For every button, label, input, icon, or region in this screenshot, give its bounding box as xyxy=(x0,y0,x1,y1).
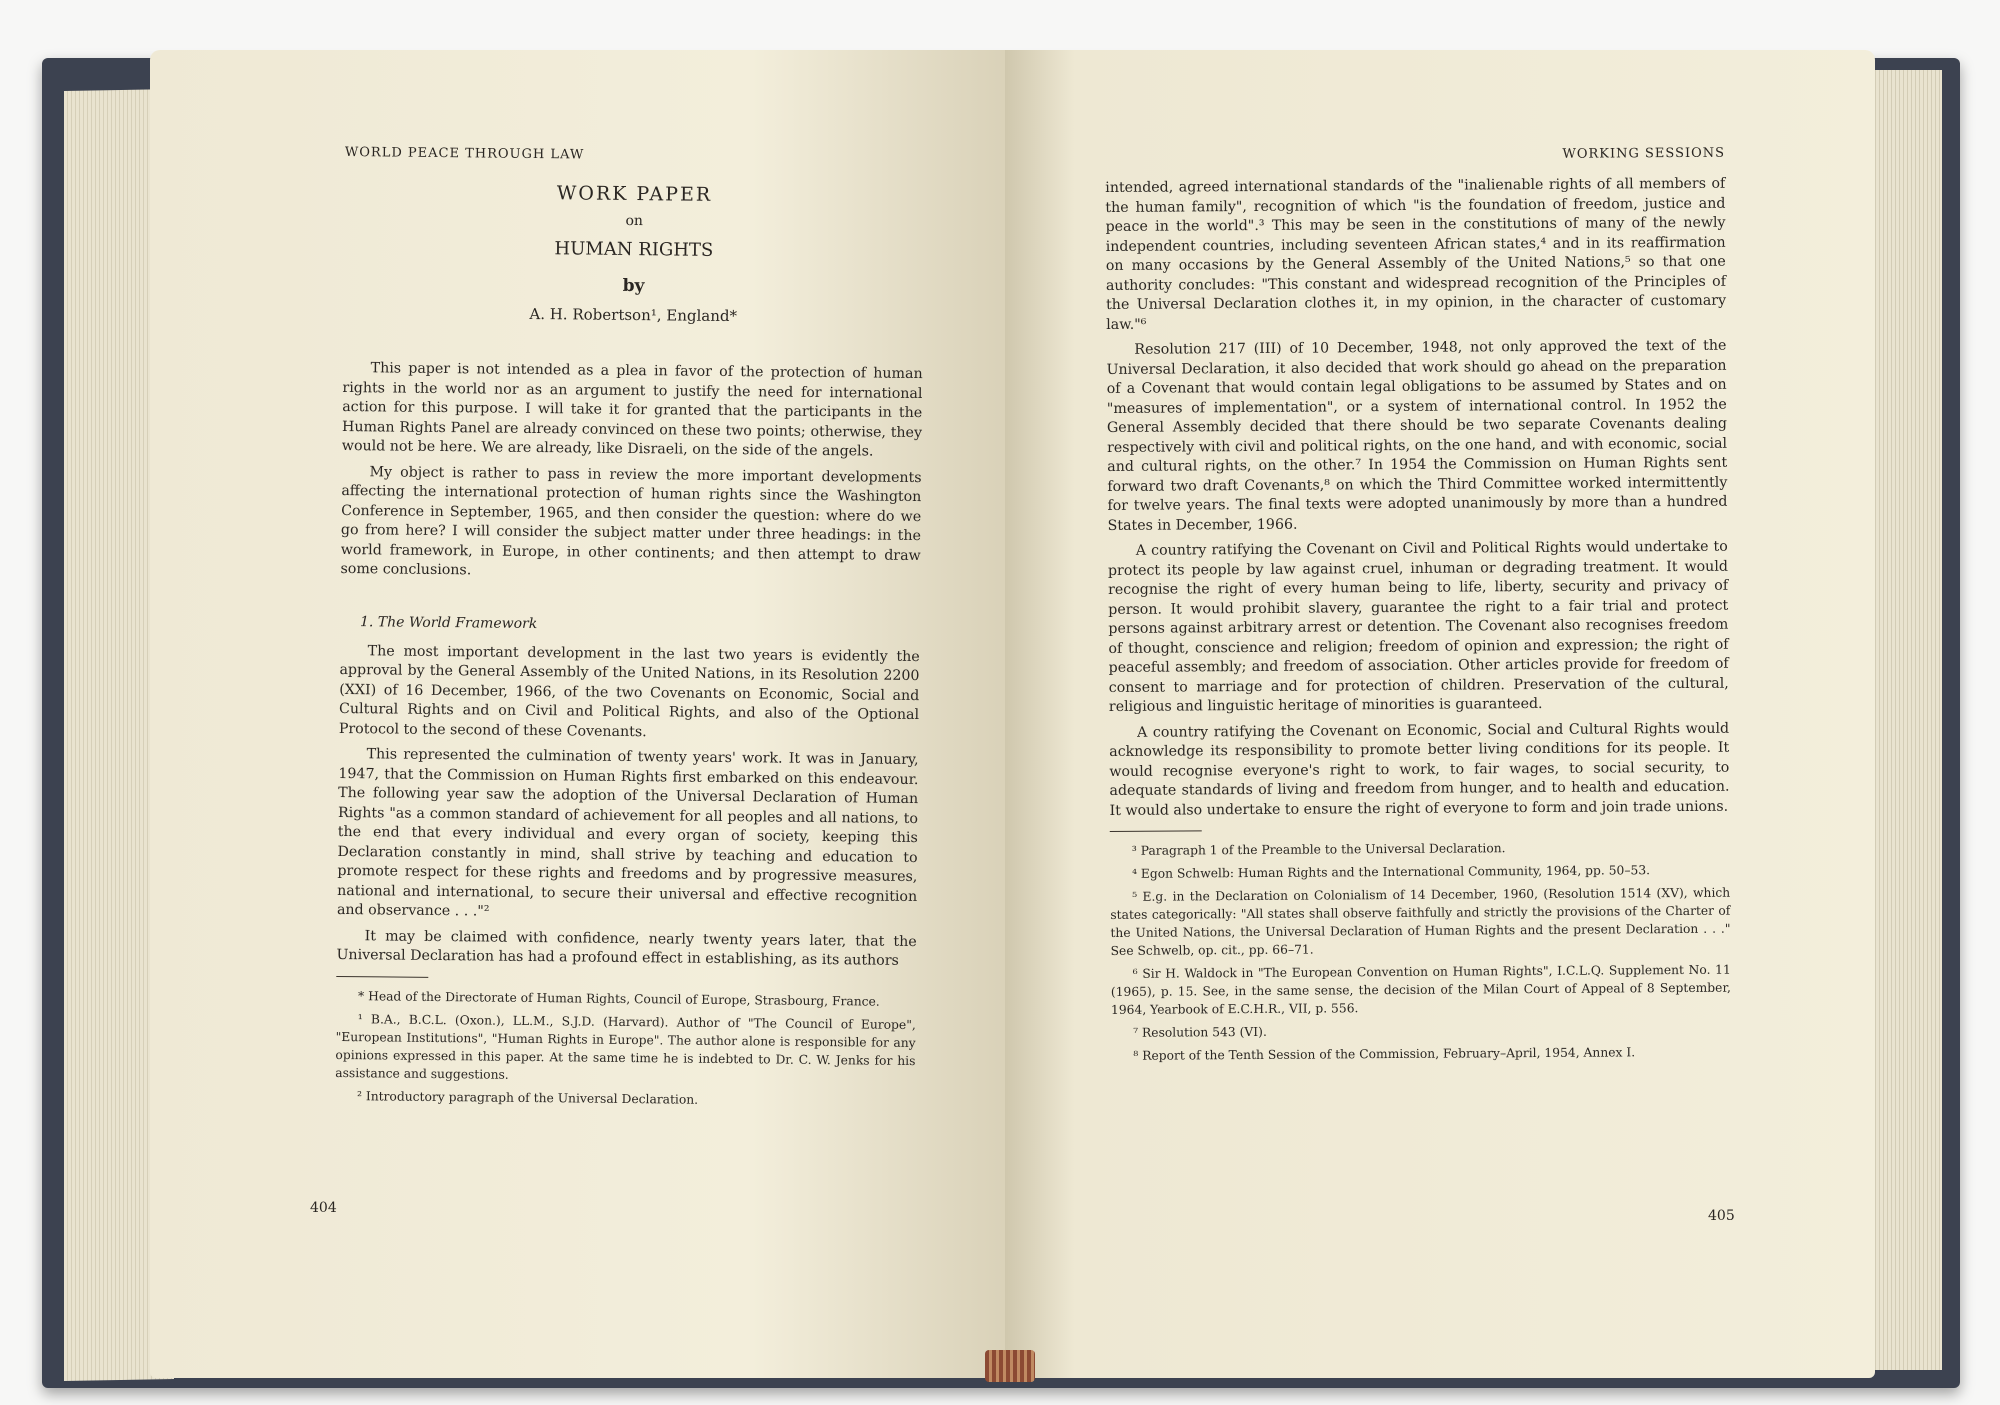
running-head-left: WORLD PEACE THROUGH LAW xyxy=(344,145,585,163)
page-number-left: 404 xyxy=(310,1200,337,1216)
footnote-right-6: ⁶ Sir H. Waldock in "The European Convention on Human Rights", I.C.L.Q. Supplement No. 11 (1965), p. 15. See, in the same sense, the decision of the Milan Court of Appeal of 8 September, 1964, Yearbook of E.C.H.R., VII, p. 556. xyxy=(1110,962,1731,1017)
running-head-right: WORKING SESSIONS xyxy=(1562,145,1726,162)
author-line: A. H. Robertson¹, England* xyxy=(529,304,738,326)
spine-headband xyxy=(985,1350,1035,1382)
footnote-right-7: ⁷ Resolution 543 (VI). xyxy=(1133,1024,1267,1040)
intro-paragraph-2: My object is rather to pass in review the more important developments affecting the international protection of human rights since the Washington Conference in September, 1965, and then consider the question: where do we go from here? I will consider the subject matter under three headings: in the world framework, in Europe, in other continents; and then attempt to draw some conclusions. xyxy=(340,463,922,579)
section-paragraph-2: This represented the culmination of twenty years' work. It was in January, 1947, that the Commission on Human Rights first embarked on this endeavour. The following year saw the adoption of the Universal Declaration of Human Rights "as a common standard of achievement for all peoples and all nations, to the end that every individual and every organ of society, keeping this Declaration constantly in mind, shall strive by teaching and education to promote respect for these rights and freedoms and by progressive measures, national and international, to secure their universal and effective recognition and observance . . ."² xyxy=(336,746,919,920)
footnote-left-1: ¹ B.A., B.C.L. (Oxon.), LL.M., S.J.D. (Harvard). Author of "The Council of Europe", "European Institutions", "Human Rights in Europe". The author alone is responsible for any opinions expressed in this paper. At the same time he is indebted to Dr. C. W. Jenks for his assistance and suggestions. xyxy=(335,1011,916,1082)
title-block xyxy=(343,180,924,327)
right-paragraph-1: intended, agreed international standards of the "inalienable rights of all members of the human family", recognition of which "is the foundation of freedom, justice and peace in the world".³ This may be seen in the constitutions of many of the newly independent countries, including seventeen African states,⁴ and in its reaffirmation on many occasions by the General Assembly of the United Nations,⁵ so that one authority concludes: "This constant and widespread recognition of the Principles of the Universal Declaration clothes it, in my opinion, in the character of customary law."⁶ xyxy=(1105,175,1727,333)
footnote-rule-left xyxy=(336,975,428,977)
footnote-left-star: * Head of the Directorate of Human Rights, Council of Europe, Strasbourg, France. xyxy=(358,988,880,1009)
subject-title: HUMAN RIGHTS xyxy=(554,238,714,261)
right-paragraph-3: A country ratifying the Covenant on Civil and Political Rights would undertake to protect its people by law against cruel, inhuman or degrading treatment. It would recognise the right of every human being to life, liberty, security and privacy of person. It would prohibit slavery, guarantee the right to a fair trial and protect persons against arbitrary arrest or detention. The Covenant also recognises freedom of thought, conscience and religion; freedom of opinion and expression; the right of peaceful assembly; and freedom of association. Other articles provide for freedom of consent to marriage and for protection of children. Preservation of the cultural, religious and linguistic heritage of minorities is guaranteed. xyxy=(1107,538,1729,715)
title-on: on xyxy=(625,212,644,230)
title-by: by xyxy=(622,275,645,297)
footnote-right-4: ⁴ Egon Schwelb: Human Rights and the International Community, 1964, pp. 50–53. xyxy=(1132,863,1651,881)
work-paper-title: WORK PAPER xyxy=(556,182,713,206)
right-page-content xyxy=(1105,146,1731,1070)
footnote-right-5: ⁵ E.g. in the Declaration on Colonialism of 14 December, 1960, (Resolution 1514 (XV), which states categorically: "All states shall observe faithfully and strictly the provisions of the Charter of the United Nations, the Universal Declaration of Human Rights and the present Declaration . . ." See Schwelb, op. cit., pp. 66–71. xyxy=(1110,885,1731,958)
footnote-rule-right xyxy=(1110,830,1202,832)
footnote-right-3: ³ Paragraph 1 of the Preamble to the Universal Declaration. xyxy=(1131,841,1506,858)
right-paragraph-4: A country ratifying the Covenant on Economic, Social and Cultural Rights would acknowledge its responsibility to promote better living conditions for its people. It would recognise everyone's right to work, to fair wages, to social security, to adequate standards of living and freedom from hunger, and to health and education. It would also undertake to ensure the right of everyone to form and join trade unions. xyxy=(1109,720,1730,819)
section-heading: 1. The World Framework xyxy=(359,613,538,632)
page-number-right: 405 xyxy=(1708,1208,1735,1224)
intro-paragraph-1: This paper is not intended as a plea in favor of the protection of human rights in the world nor as an argument to justify the need for international action for this purpose. I will take it for granted that the participants in the Human Rights Panel are already convinced on these two points; otherwise, they would not be here. We are already, like Disraeli, on the side of the angels. xyxy=(341,360,923,460)
section-paragraph-3: It may be claimed with confidence, nearly twenty years later, that the Universal Declaration has had a profound effect in establishing, as its authors xyxy=(336,927,917,969)
left-page-content xyxy=(335,145,925,1116)
footnote-right-8: ⁸ Report of the Tenth Session of the Commission, February–April, 1954, Annex I. xyxy=(1133,1045,1636,1063)
section-paragraph-1: The most important development in the last two years is evidently the approval by the General Assembly of the United Nations, in its Resolution 2200 (XXI) of 16 December, 1966, of the two Covenants on Economic, Social and Cultural Rights and on Civil and Political Rights, and also of the Optional Protocol to the second of these Covenants. xyxy=(338,642,920,740)
right-paragraph-2: Resolution 217 (III) of 10 December, 1948, not only approved the text of the Universal Declaration, it also decided that work should go ahead on the preparation of a Covenant that would contain legal obligations to be assumed by States and on "measures of implementation", or a system of international control. In 1952 the General Assembly decided that there should be two separate Covenants dealing respectively with civil and political rights, on the one hand, and with economic, social and cultural rights, on the other.⁷ In 1954 the Commission on Human Rights sent forward two draft Covenants,⁸ on which the Third Committee worked intermittently for twelve years. The final texts were adopted unanimously by more than a hundred States in December, 1966. xyxy=(1106,337,1728,534)
footnote-left-2: ² Introductory paragraph of the Universal Declaration. xyxy=(356,1088,699,1107)
